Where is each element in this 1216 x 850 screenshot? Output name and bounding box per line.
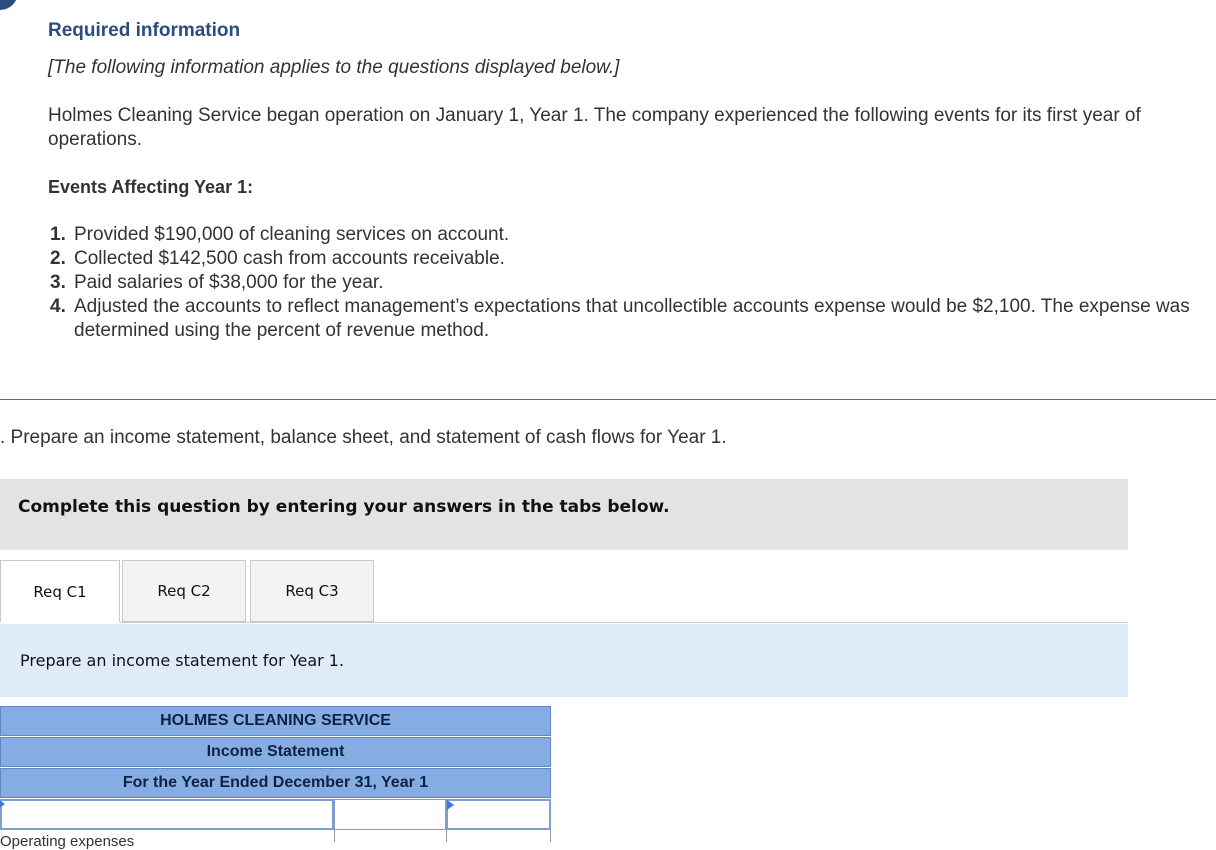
tab-req-c3[interactable]: [250, 560, 374, 622]
statement-row: [0, 799, 551, 830]
tab-req-c2[interactable]: [122, 560, 246, 622]
statement-period-text: For the Year Ended December 31, Year 1: [122, 774, 429, 791]
event-number: 3.: [50, 272, 66, 293]
event-text: Provided $190,000 of cleaning services on account.: [74, 224, 510, 245]
statement-company-name: [0, 706, 551, 736]
required-information-title: Required information: [48, 20, 241, 41]
question-prompt: . Prepare an income statement, balance sheet, and statement of cash flows for Year 1.: [0, 427, 727, 448]
tab-req-c1[interactable]: [0, 560, 120, 623]
event-text: Collected $142,500 cash from accounts receivable.: [74, 248, 505, 269]
dropdown-marker-icon: [447, 800, 454, 810]
intro-italic-note: [The following information applies to the questions displayed below.]: [48, 57, 620, 78]
cell-divider: [334, 830, 335, 842]
section-divider: [0, 399, 1216, 400]
operating-expenses-label: Operating expenses: [0, 833, 135, 850]
event-number: 2.: [50, 248, 66, 269]
event-number: 4.: [50, 296, 66, 317]
event-item: [50, 271, 1200, 295]
account-select[interactable]: [0, 799, 334, 830]
intro-paragraph: Holmes Cleaning Service began operation on January 1, Year 1. The company experienced the following events for its first year of operations.: [48, 105, 1141, 150]
events-list: [50, 223, 1200, 343]
amount-input-1[interactable]: [334, 799, 446, 830]
dropdown-marker-icon: [0, 799, 5, 809]
event-number: 1.: [50, 224, 66, 245]
event-item: [50, 247, 1200, 271]
tab-instruction-text: Prepare an income statement for Year 1.: [20, 651, 345, 670]
company-name-text: HOLMES CLEANING SERVICE: [160, 712, 391, 729]
corner-badge: [0, 0, 18, 10]
event-text: Paid salaries of $38,000 for the year.: [74, 272, 384, 293]
cell-divider: [550, 830, 551, 842]
tab-label: Req C1: [33, 582, 87, 601]
event-item: [50, 295, 1200, 343]
tab-label: Req C3: [285, 582, 339, 600]
tabs-baseline: [0, 622, 1128, 623]
events-heading: Events Affecting Year 1:: [48, 177, 254, 197]
statement-title: [0, 737, 551, 767]
event-item: [50, 223, 1200, 247]
statement-period: [0, 768, 551, 798]
event-text: Adjusted the accounts to reflect management’s expectations that uncollectible accounts expense would be $2,100. The expense was determined using the percent of revenue method.: [74, 296, 1190, 341]
statement-title-text: Income Statement: [206, 743, 345, 760]
tab-label: Req C2: [157, 582, 211, 600]
cell-divider: [446, 830, 447, 842]
amount-input-2[interactable]: [446, 799, 551, 830]
instructions-text: Complete this question by entering your answers in the tabs below.: [18, 497, 670, 517]
